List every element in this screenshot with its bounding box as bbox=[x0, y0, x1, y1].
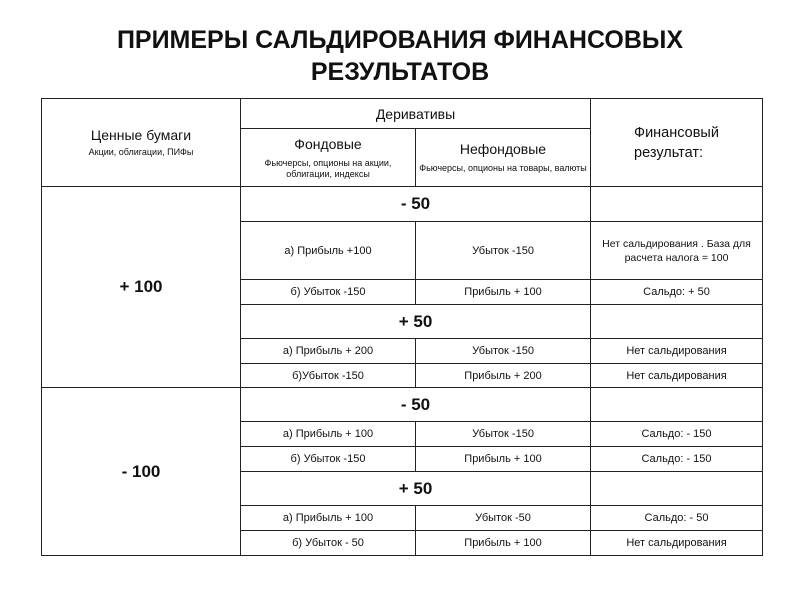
securities-value: + 100 bbox=[42, 187, 241, 388]
result-cell: Сальдо: - 50 bbox=[591, 506, 763, 531]
header-securities bbox=[42, 99, 241, 187]
result-cell: Нет сальдирования bbox=[591, 364, 763, 388]
header-financial-result bbox=[591, 99, 763, 187]
stock-cell: б) Убыток -150 bbox=[241, 447, 416, 472]
result-cell-empty bbox=[591, 305, 763, 339]
result-cell: Сальдо: - 150 bbox=[591, 447, 763, 472]
nonstock-cell: Прибыль + 100 bbox=[416, 280, 591, 305]
nonstock-cell: Прибыль + 100 bbox=[416, 531, 591, 556]
header-row-1 bbox=[42, 99, 763, 129]
netting-examples-table bbox=[41, 98, 763, 556]
page-title bbox=[0, 24, 800, 88]
result-cell: Нет сальдирования bbox=[591, 531, 763, 556]
page-title-line-2: РЕЗУЛЬТАТОВ bbox=[310, 58, 490, 86]
header-derivatives: Деривативы bbox=[241, 99, 591, 129]
stock-cell: б) Убыток -150 bbox=[241, 280, 416, 305]
header-result-line-1: Финансовый bbox=[634, 124, 719, 141]
stock-cell: б)Убыток -150 bbox=[241, 364, 416, 388]
stock-cell: а) Прибыль + 100 bbox=[241, 506, 416, 531]
header-stock-subtitle: Фьючерсы, опционы на акции, облигации, индексы bbox=[264, 157, 392, 179]
header-securities-subtitle: Акции, облигации, ПИФы bbox=[88, 147, 194, 157]
header-nonstock-subtitle: Фьючерсы, опционы на товары, валюты bbox=[419, 163, 587, 173]
derivative-value: - 50 bbox=[241, 388, 591, 422]
result-cell: Сальдо: - 150 bbox=[591, 422, 763, 447]
stock-cell: б) Убыток - 50 bbox=[241, 531, 416, 556]
derivative-value: + 50 bbox=[241, 305, 591, 339]
securities-value: - 100 bbox=[42, 388, 241, 556]
result-cell: Сальдо: + 50 bbox=[591, 280, 763, 305]
derivative-value: + 50 bbox=[241, 472, 591, 506]
page-title-line-1: ПРИМЕРЫ САЛЬДИРОВАНИЯ ФИНАНСОВЫХ bbox=[116, 26, 684, 54]
table-row bbox=[42, 388, 763, 422]
stock-cell: а) Прибыль + 100 bbox=[241, 422, 416, 447]
nonstock-cell: Убыток -150 bbox=[416, 222, 591, 280]
header-nonstock-title: Нефондовые bbox=[459, 141, 547, 157]
result-cell-empty bbox=[591, 187, 763, 222]
table-row bbox=[42, 187, 763, 222]
header-stock-title: Фондовые bbox=[294, 135, 362, 152]
header-stock bbox=[241, 129, 416, 187]
nonstock-cell: Прибыль + 200 bbox=[416, 364, 591, 388]
derivative-value: - 50 bbox=[241, 187, 591, 222]
header-result-text bbox=[634, 123, 719, 163]
result-cell-empty bbox=[591, 472, 763, 506]
stock-cell: а) Прибыль + 200 bbox=[241, 339, 416, 364]
result-cell-empty bbox=[591, 388, 763, 422]
result-cell: Нет сальдирования . База для расчета налога = 100 bbox=[591, 222, 763, 280]
header-result-line-2: результат: bbox=[634, 144, 704, 161]
result-cell: Нет сальдирования bbox=[591, 339, 763, 364]
nonstock-cell: Убыток -150 bbox=[416, 422, 591, 447]
nonstock-cell: Убыток -50 bbox=[416, 506, 591, 531]
nonstock-cell: Убыток -150 bbox=[416, 339, 591, 364]
header-nonstock bbox=[416, 129, 591, 187]
header-securities-title: Ценные бумаги bbox=[90, 127, 192, 143]
stock-cell: а) Прибыль +100 bbox=[241, 222, 416, 280]
nonstock-cell: Прибыль + 100 bbox=[416, 447, 591, 472]
